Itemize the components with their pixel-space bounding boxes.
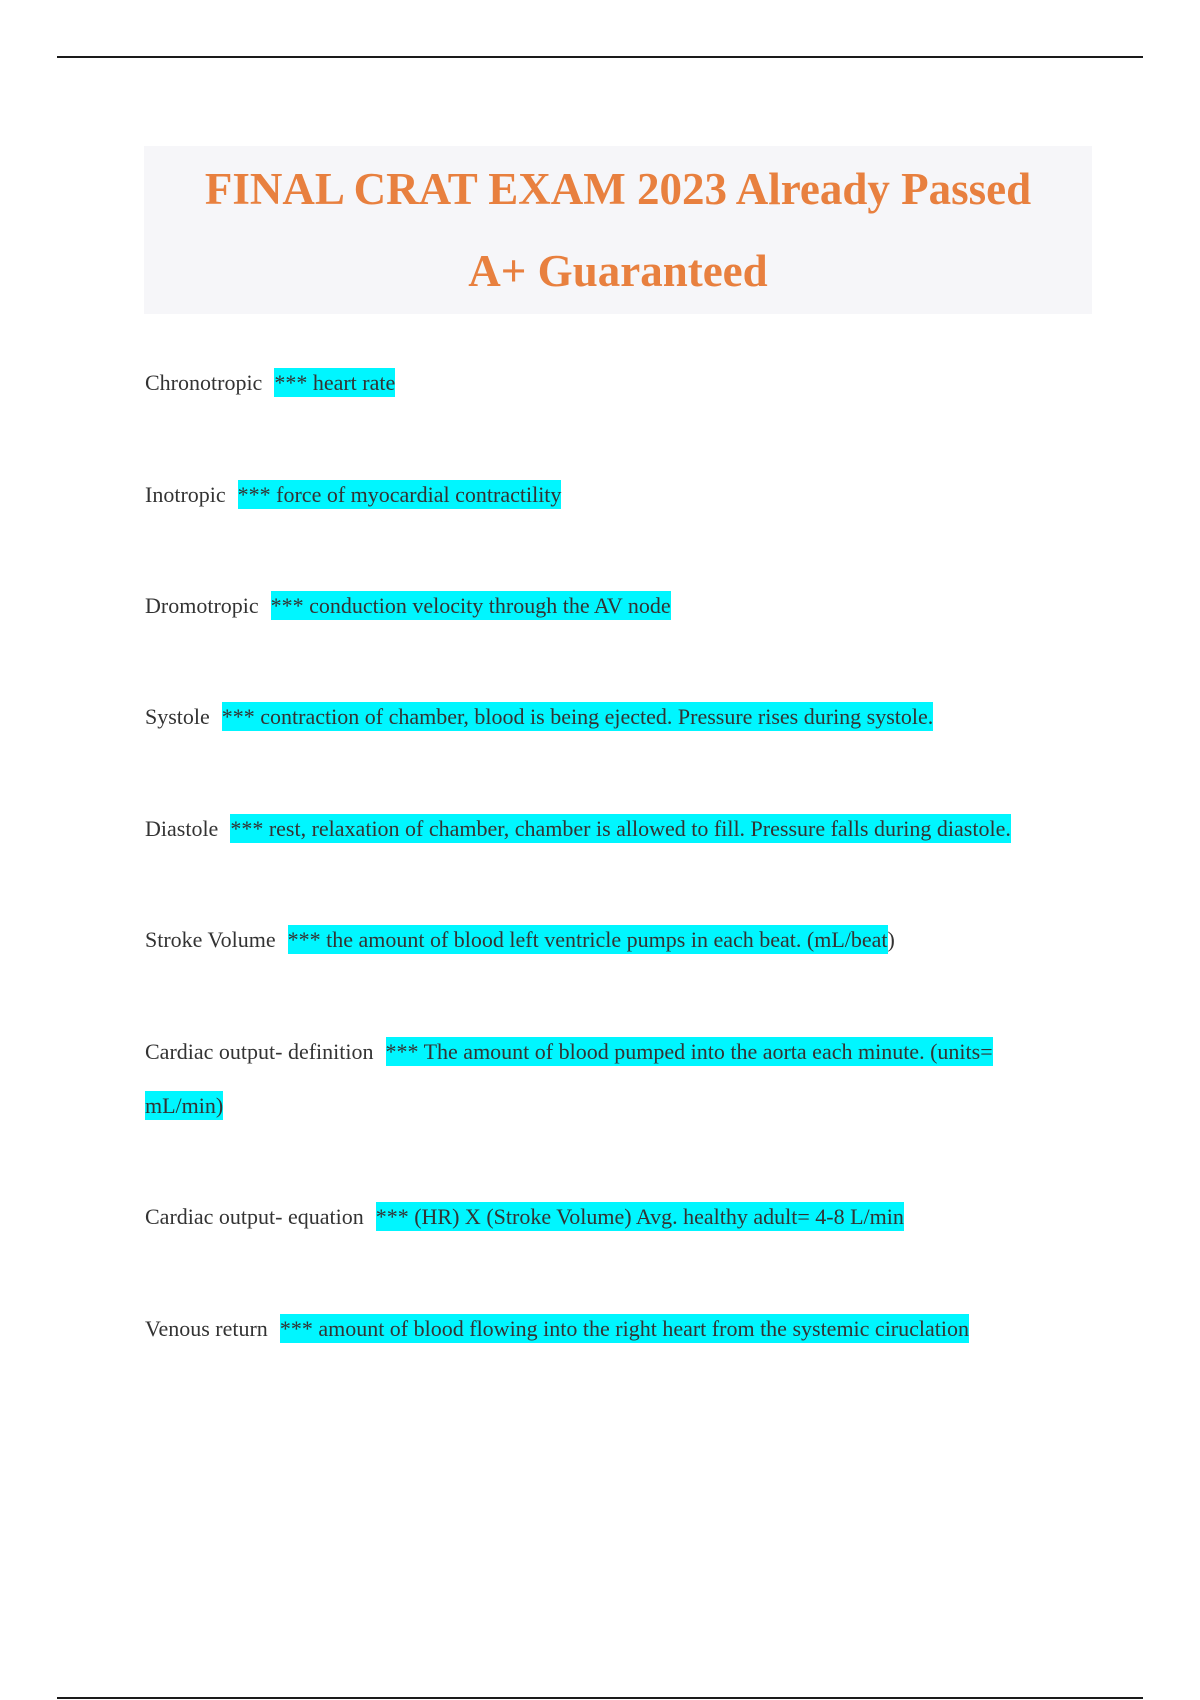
entry-definition: *** the amount of blood left ventricle pumps in each beat. (mL/beat <box>287 927 888 952</box>
entry-term: Dromotropic <box>145 593 259 618</box>
entry-diastole <box>145 802 1075 856</box>
entry-systole <box>145 690 1075 744</box>
entry-term: Cardiac output- equation <box>145 1204 364 1229</box>
entry-venous-return <box>145 1302 1075 1356</box>
entry-definition: *** amount of blood flowing into the right heart from the systemic ciruclation <box>279 1316 969 1341</box>
flashcard-list <box>145 356 1075 1356</box>
entry-term: Diastole <box>145 816 219 841</box>
entry-dromotropic <box>145 579 1075 633</box>
entry-cardiac-output-equation <box>145 1190 1075 1244</box>
entry-inotropic <box>145 468 1075 522</box>
entry-chronotropic <box>145 356 1075 410</box>
entry-definition: *** (HR) X (Stroke Volume) Avg. healthy adult= 4-8 L/min <box>375 1204 904 1229</box>
entry-definition: *** contraction of chamber, blood is being ejected. Pressure rises during systole. <box>221 704 934 729</box>
entry-definition: *** rest, relaxation of chamber, chamber is allowed to fill. Pressure falls during diastole. <box>230 816 1011 841</box>
entry-term: Chronotropic <box>145 370 263 395</box>
entry-term: Venous return <box>145 1316 268 1341</box>
document-title-line-2: A+ Guaranteed <box>468 246 768 296</box>
title-banner <box>144 146 1092 314</box>
footer-rule <box>57 1697 1143 1699</box>
entry-term: Cardiac output- definition <box>145 1039 374 1064</box>
header-rule <box>57 56 1143 58</box>
entry-definition: *** The amount of blood pumped into the aorta each minute. (units= mL/min) <box>145 1039 993 1118</box>
entry-term: Inotropic <box>145 482 226 507</box>
entry-definition: *** conduction velocity through the AV node <box>270 593 671 618</box>
entry-stroke-volume <box>145 913 1075 967</box>
entry-definition: *** force of myocardial contractility <box>237 482 562 507</box>
entry-definition: *** heart rate <box>274 370 396 395</box>
entry-term: Systole <box>145 704 210 729</box>
entry-term: Stroke Volume <box>145 927 276 952</box>
entry-cardiac-output-definition <box>145 1025 1075 1133</box>
document-title-line-1: FINAL CRAT EXAM 2023 Already Passed <box>204 164 1032 214</box>
entry-tail: ) <box>887 927 895 952</box>
